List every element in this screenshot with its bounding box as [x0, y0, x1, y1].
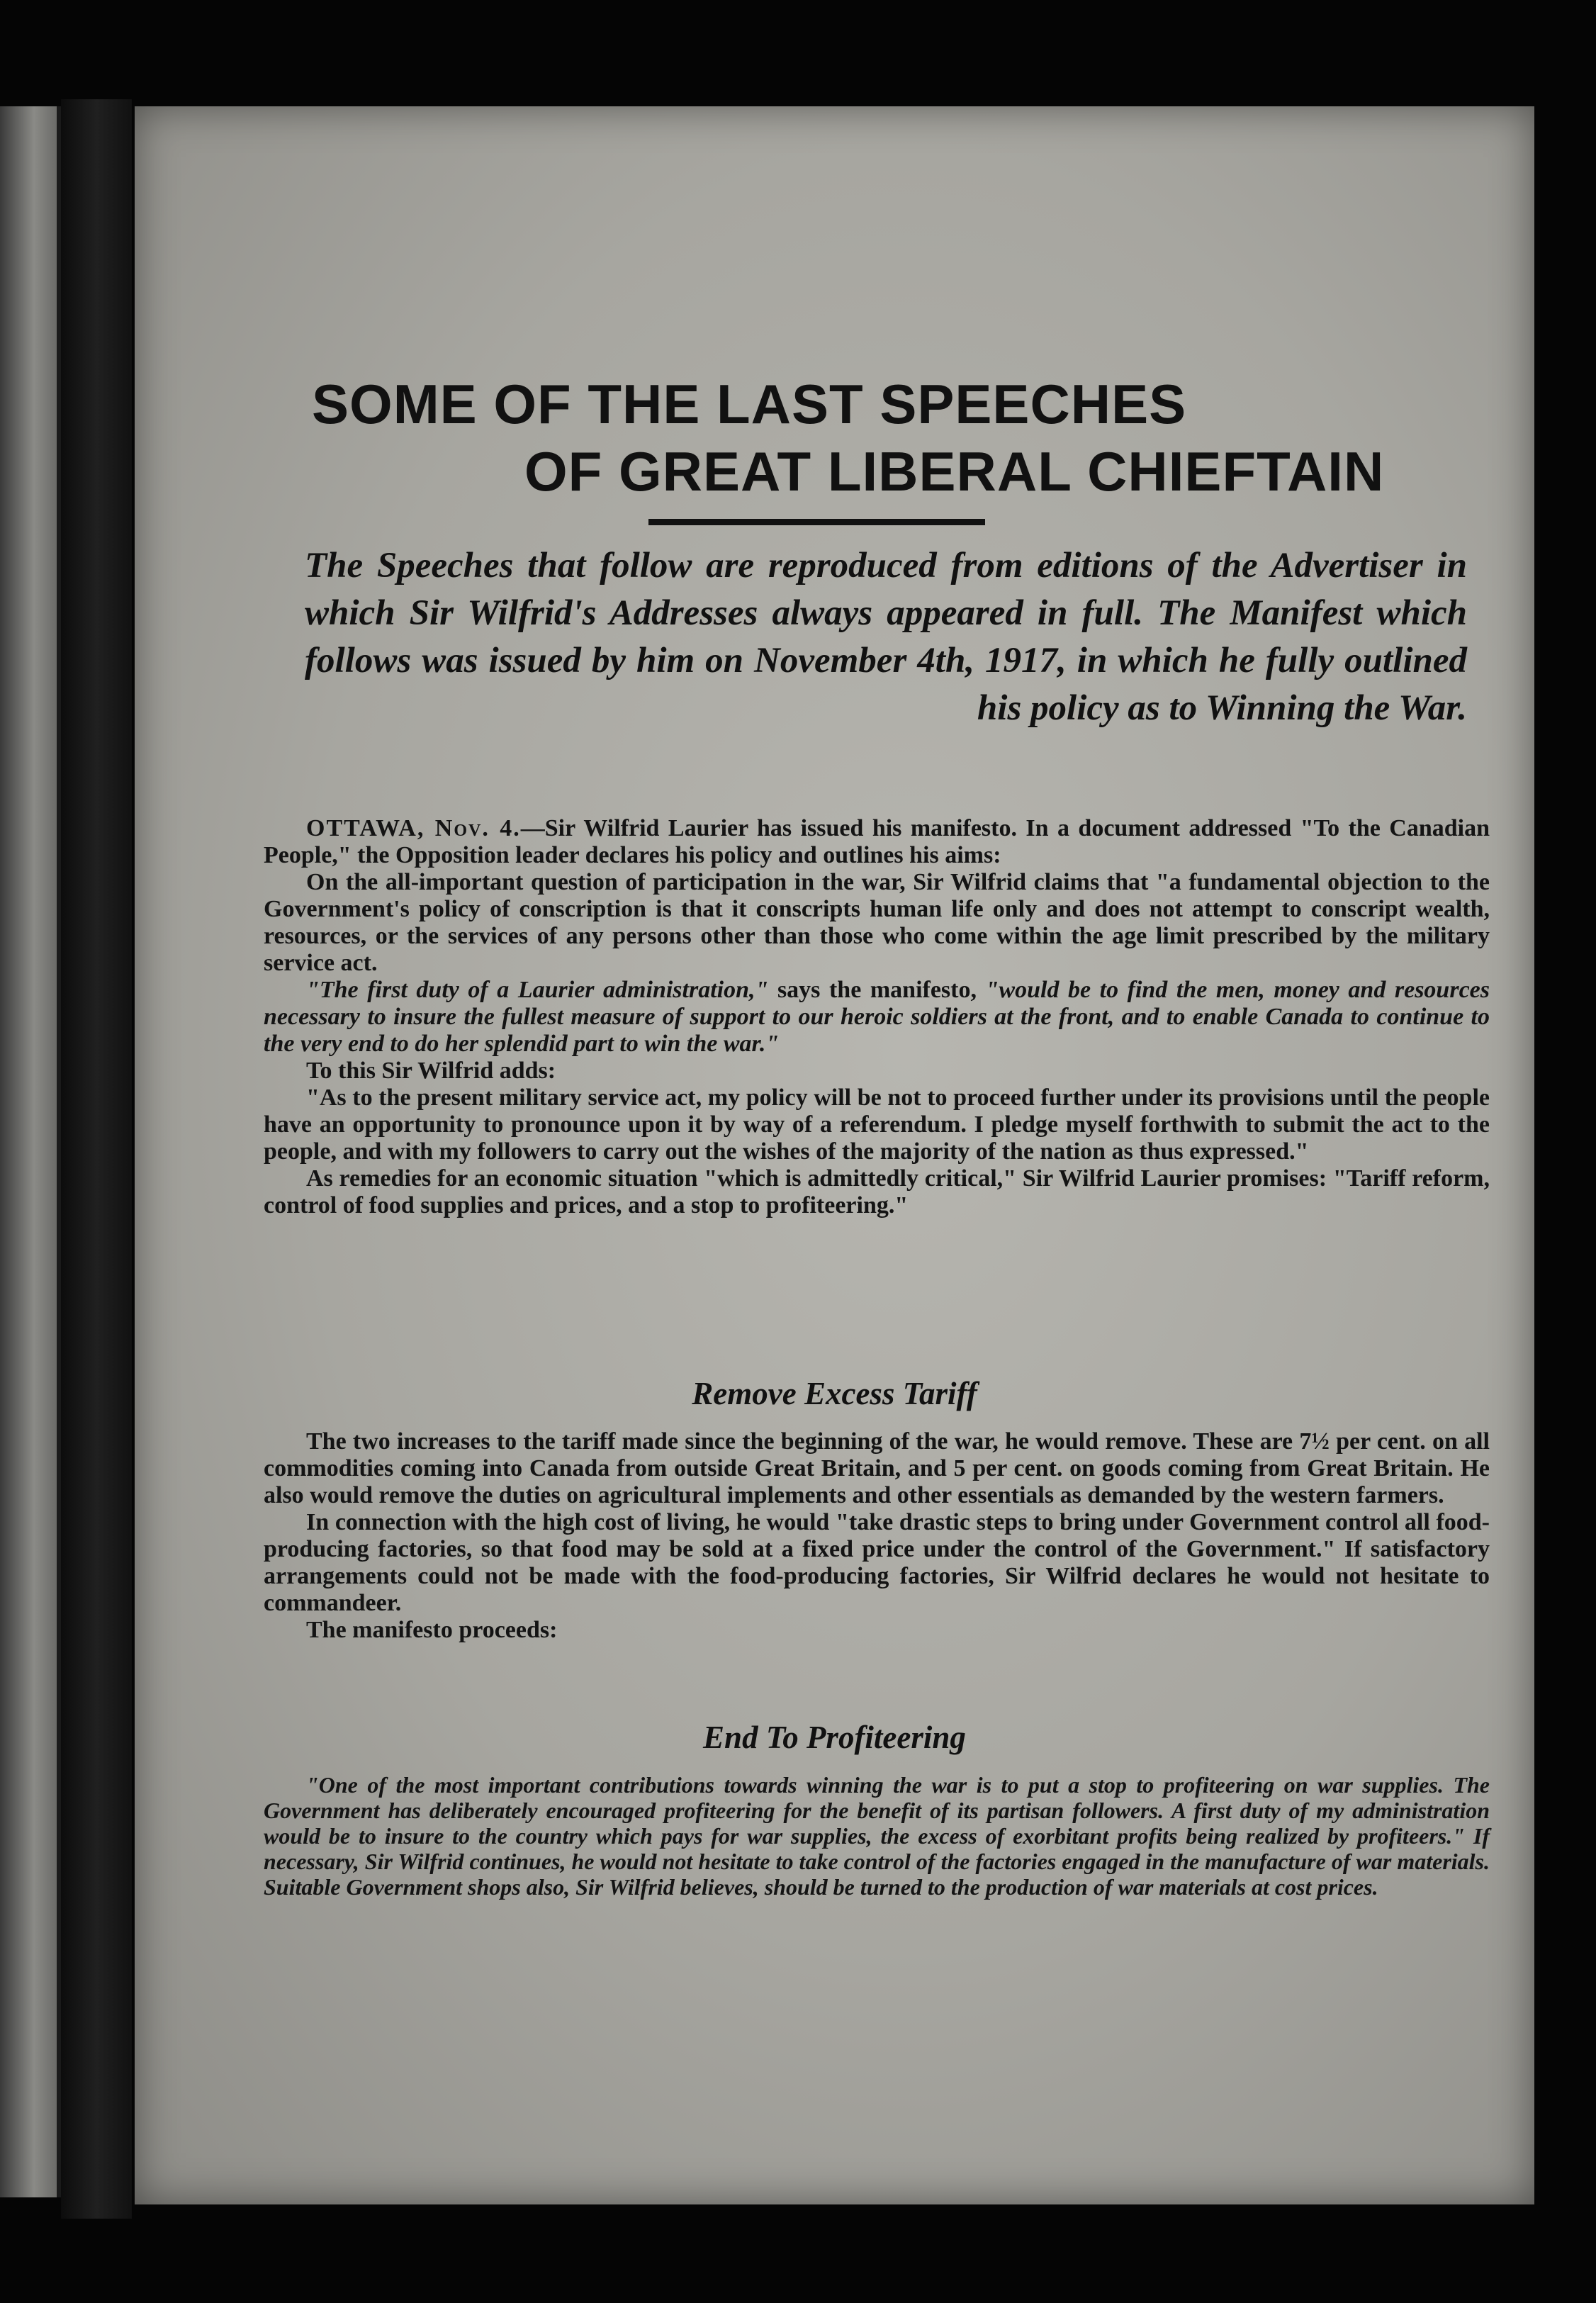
dateline: OTTAWA, Nov. 4. [306, 815, 521, 841]
facing-page-edge [0, 106, 61, 2197]
paragraph: The two increases to the tariff made since the beginning of the war, he would remove. These are 7½ per cent. on all commodities coming into Canada from outside Great Britain, and 5 per cent. on goods coming from Great Britain. He also would remove the duties on agricultural implements and other essentials as demanded by the western farmers. [264, 1428, 1490, 1508]
paragraph: To this Sir Wilfrid adds: [306, 1058, 556, 1084]
manifesto-section [264, 815, 1490, 1219]
page-title-line-2: OF GREAT LIBERAL CHIEFTAIN [524, 440, 1385, 503]
paragraph: As remedies for an economic situation "which is admittedly critical," Sir Wilfrid Laurier promises: "Tariff reform, control of food supplies and prices, and a stop to profiteering." [264, 1165, 1490, 1218]
paragraph [264, 977, 1490, 1058]
paragraph: In connection with the high cost of living, he would "take drastic steps to bring under Government control all food-producing factories, so that food may be sold at a fixed price under the control of the Government." If satisfactory arrangements could not be made with the food-producing factories, Sir Wilfrid declares he would not hesitate to commandeer. [264, 1509, 1490, 1616]
paragraph-text: says the manifesto, [768, 977, 986, 1003]
paragraph [264, 815, 1490, 869]
paragraph: On the all-important question of participation in the war, Sir Wilfrid claims that "a fundamental objection to the Government's policy of conscription is that it conscripts human life only and does not attempt to conscript wealth, resources, or the services of any persons other than those who come within the age limit prescribed by the military service act. [264, 869, 1490, 976]
tariff-section [264, 1428, 1490, 1644]
book-gutter [61, 99, 132, 2219]
quote-text: "The first duty of a Laurier administration," [306, 977, 769, 1003]
quote-text: "would be to find the men, money and resources necessary to insure the fullest measure of support to our heroic soldiers at the front, and to enable Canada to continue to the very end to do her splendid part to win the war." [264, 977, 1490, 1057]
paragraph-text: —Sir Wilfrid Laurier has issued his manifesto. In a document addressed "To the Canadian People," the Opposition leader declares his policy and outlines his aims: [264, 815, 1490, 868]
title-divider [648, 519, 985, 525]
paragraph: "One of the most important contributions towards winning the war is to put a stop to profiteering on war supplies. The Government has deliberately encouraged profiteering for the benefit of its partisan followers. A first duty of my administration would be to insure to the country which pays for war supplies, the excess of exorbitant profits being realized by profiteers." If necessary, Sir Wilfrid continues, he would not hesitate to take control of the factories engaged in the manufacture of war materials. Suitable Government shops also, Sir Wilfrid believes, should be turned to the production of war materials at cost prices. [264, 1772, 1490, 1900]
paragraph: The manifesto proceeds: [306, 1617, 558, 1643]
paragraph: "As to the present military service act, my policy will be not to proceed further under its provisions until the people have an opportunity to pronounce upon it by way of a referendum. I pledge myself forthwith to submit the act to the people, and with my followers to carry out the wishes of the majority of the nation as thus expressed." [264, 1085, 1490, 1165]
intro-paragraph: The Speeches that follow are reproduced from editions of the Advertiser in which Sir Wilfrid's Addresses always appeared in full. The Manifest which follows was issued by him on November 4th, 1917, in which he fully outlined his policy as to Winning the War. [305, 546, 1467, 728]
section-heading-tariff: Remove Excess Tariff [692, 1376, 977, 1411]
page-title-line-1: SOME OF THE LAST SPEECHES [312, 373, 1187, 435]
profiteering-section [264, 1772, 1490, 1900]
section-heading-profiteering: End To Profiteering [703, 1720, 966, 1755]
document-page [135, 106, 1534, 2204]
